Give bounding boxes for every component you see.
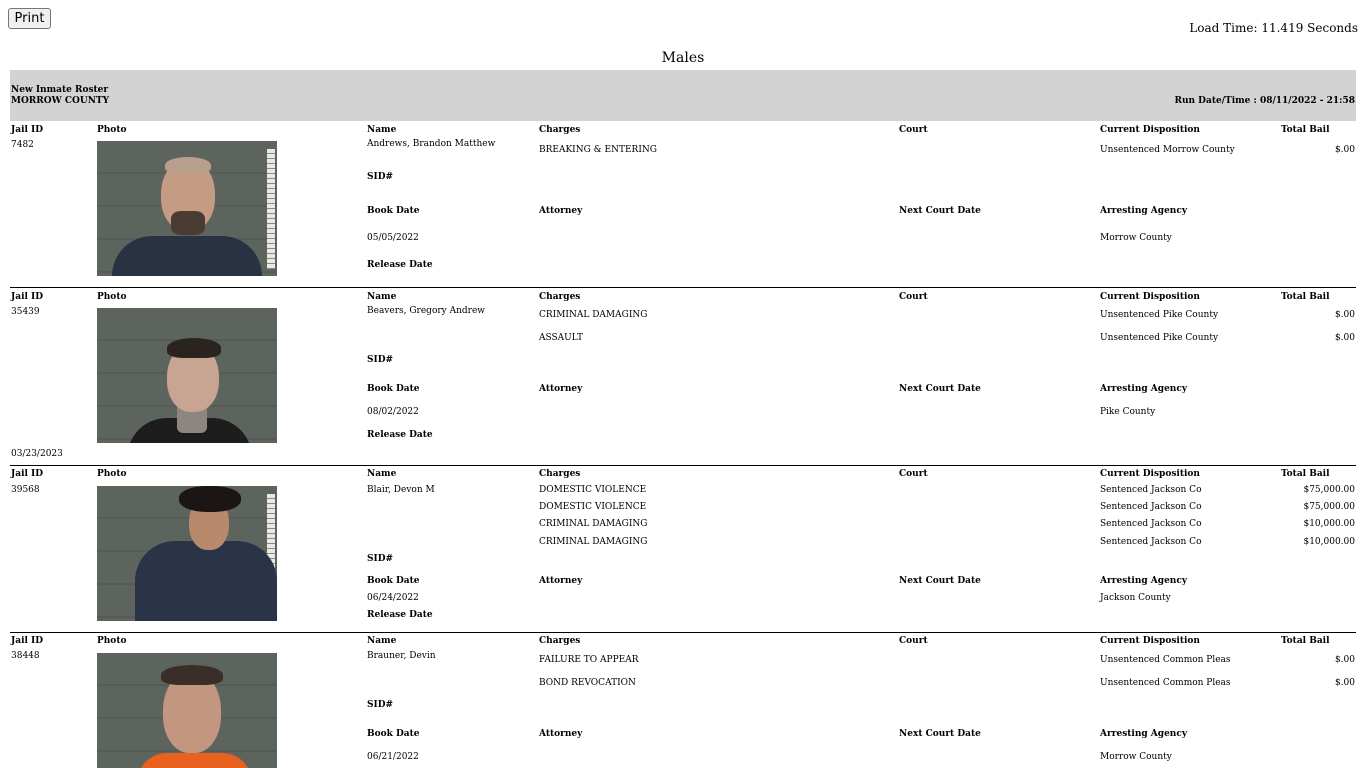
jail-id: 7482 bbox=[11, 140, 34, 150]
section-title: Males bbox=[661, 50, 705, 66]
disposition-label: Current Disposition bbox=[1100, 292, 1200, 302]
total-bail-label: Total Bail bbox=[1281, 636, 1330, 646]
charge-description: BREAKING & ENTERING bbox=[539, 145, 657, 155]
inmate-record bbox=[10, 466, 1356, 633]
report-header bbox=[10, 70, 1356, 121]
name-label: Name bbox=[367, 636, 397, 646]
jail-id: 39568 bbox=[11, 485, 40, 495]
arresting-agency-label: Arresting Agency bbox=[1100, 576, 1188, 586]
book-date-label: Book Date bbox=[367, 729, 420, 739]
release-date-label: Release Date bbox=[367, 260, 433, 270]
jail-id-label: Jail ID bbox=[11, 636, 44, 646]
inmate-photo bbox=[97, 141, 277, 276]
charge-description: CRIMINAL DAMAGING bbox=[539, 537, 648, 547]
charges-label: Charges bbox=[539, 125, 581, 135]
charge-bail: $.00 bbox=[1334, 310, 1355, 320]
next-court-date-label: Next Court Date bbox=[899, 384, 981, 394]
court-label: Court bbox=[899, 469, 928, 479]
charge-bail: $.00 bbox=[1334, 145, 1355, 155]
name-label: Name bbox=[367, 125, 397, 135]
book-date: 05/05/2022 bbox=[367, 233, 419, 243]
book-date-label: Book Date bbox=[367, 384, 420, 394]
book-date-label: Book Date bbox=[367, 576, 420, 586]
charges-label: Charges bbox=[539, 469, 581, 479]
sid-label: SID# bbox=[367, 700, 394, 710]
charge-disposition: Unsentenced Common Pleas bbox=[1100, 655, 1231, 665]
charge-disposition: Sentenced Jackson Co bbox=[1100, 537, 1202, 547]
inmate-photo bbox=[97, 308, 277, 443]
charge-description: ASSAULT bbox=[539, 333, 584, 343]
attorney-label: Attorney bbox=[539, 206, 583, 216]
charge-disposition: Sentenced Jackson Co bbox=[1100, 519, 1202, 529]
release-date-label: Release Date bbox=[367, 610, 433, 620]
disposition-label: Current Disposition bbox=[1100, 636, 1200, 646]
charge-bail: $75,000.00 bbox=[1303, 485, 1355, 495]
load-time: Load Time: 11.419 Seconds bbox=[1189, 21, 1358, 35]
sid-label: SID# bbox=[367, 355, 394, 365]
court-label: Court bbox=[899, 125, 928, 135]
court-label: Court bbox=[899, 292, 928, 302]
total-bail-label: Total Bail bbox=[1281, 125, 1330, 135]
charges-label: Charges bbox=[539, 292, 581, 302]
charge-disposition: Sentenced Jackson Co bbox=[1100, 502, 1202, 512]
disposition-label: Current Disposition bbox=[1100, 125, 1200, 135]
jail-id-label: Jail ID bbox=[11, 469, 44, 479]
inmate-photo bbox=[97, 653, 277, 768]
next-court-date-label: Next Court Date bbox=[899, 729, 981, 739]
book-date: 06/21/2022 bbox=[367, 752, 419, 762]
jail-id: 35439 bbox=[11, 307, 40, 317]
charge-description: CRIMINAL DAMAGING bbox=[539, 519, 648, 529]
inmate-name: Beavers, Gregory Andrew bbox=[367, 306, 485, 316]
arresting-agency: Pike County bbox=[1100, 407, 1156, 417]
next-court-date-label: Next Court Date bbox=[899, 206, 981, 216]
sid-label: SID# bbox=[367, 172, 394, 182]
charge-disposition: Unsentenced Common Pleas bbox=[1100, 678, 1231, 688]
book-date-label: Book Date bbox=[367, 206, 420, 216]
arresting-agency-label: Arresting Agency bbox=[1100, 729, 1188, 739]
charge-bail: $.00 bbox=[1334, 678, 1355, 688]
report-title: New Inmate Roster bbox=[11, 85, 109, 95]
charge-description: DOMESTIC VIOLENCE bbox=[539, 485, 647, 495]
inmate-record bbox=[10, 288, 1356, 466]
inmate-record bbox=[10, 633, 1356, 768]
charge-disposition: Unsentenced Pike County bbox=[1100, 333, 1219, 343]
inmate-name: Andrews, Brandon Matthew bbox=[367, 139, 496, 149]
attorney-label: Attorney bbox=[539, 384, 583, 394]
inmate-name: Blair, Devon M bbox=[367, 485, 435, 495]
charge-description: CRIMINAL DAMAGING bbox=[539, 310, 648, 320]
charge-bail: $75,000.00 bbox=[1303, 502, 1355, 512]
inmate-record bbox=[10, 121, 1356, 288]
book-date: 06/24/2022 bbox=[367, 593, 419, 603]
release-date-label: Release Date bbox=[367, 430, 433, 440]
jail-id: 38448 bbox=[11, 651, 40, 661]
name-label: Name bbox=[367, 292, 397, 302]
charge-bail: $.00 bbox=[1334, 333, 1355, 343]
arresting-agency: Morrow County bbox=[1100, 233, 1172, 243]
photo-label: Photo bbox=[97, 636, 127, 646]
charge-bail: $10,000.00 bbox=[1303, 537, 1355, 547]
release-date: 03/23/2023 bbox=[11, 449, 63, 459]
arresting-agency-label: Arresting Agency bbox=[1100, 206, 1188, 216]
charges-label: Charges bbox=[539, 636, 581, 646]
attorney-label: Attorney bbox=[539, 729, 583, 739]
disposition-label: Current Disposition bbox=[1100, 469, 1200, 479]
charge-bail: $10,000.00 bbox=[1303, 519, 1355, 529]
jail-id-label: Jail ID bbox=[11, 125, 44, 135]
arresting-agency-label: Arresting Agency bbox=[1100, 384, 1188, 394]
photo-label: Photo bbox=[97, 292, 127, 302]
next-court-date-label: Next Court Date bbox=[899, 576, 981, 586]
inmate-photo bbox=[97, 486, 277, 621]
book-date: 08/02/2022 bbox=[367, 407, 419, 417]
sid-label: SID# bbox=[367, 554, 394, 564]
arresting-agency: Jackson County bbox=[1100, 593, 1171, 603]
charge-bail: $.00 bbox=[1334, 655, 1355, 665]
charge-description: BOND REVOCATION bbox=[539, 678, 636, 688]
court-label: Court bbox=[899, 636, 928, 646]
jail-id-label: Jail ID bbox=[11, 292, 44, 302]
total-bail-label: Total Bail bbox=[1281, 292, 1330, 302]
charge-description: FAILURE TO APPEAR bbox=[539, 655, 639, 665]
photo-label: Photo bbox=[97, 125, 127, 135]
attorney-label: Attorney bbox=[539, 576, 583, 586]
arresting-agency: Morrow County bbox=[1100, 752, 1172, 762]
inmate-name: Brauner, Devin bbox=[367, 651, 436, 661]
report-county: MORROW COUNTY bbox=[11, 96, 110, 106]
charge-description: DOMESTIC VIOLENCE bbox=[539, 502, 647, 512]
photo-label: Photo bbox=[97, 469, 127, 479]
charge-disposition: Unsentenced Morrow County bbox=[1100, 145, 1235, 155]
charge-disposition: Unsentenced Pike County bbox=[1100, 310, 1219, 320]
total-bail-label: Total Bail bbox=[1281, 469, 1330, 479]
name-label: Name bbox=[367, 469, 397, 479]
run-datetime: Run Date/Time : 08/11/2022 - 21:58 bbox=[1174, 96, 1355, 106]
charge-disposition: Sentenced Jackson Co bbox=[1100, 485, 1202, 495]
print-button[interactable]: Print bbox=[8, 8, 51, 29]
